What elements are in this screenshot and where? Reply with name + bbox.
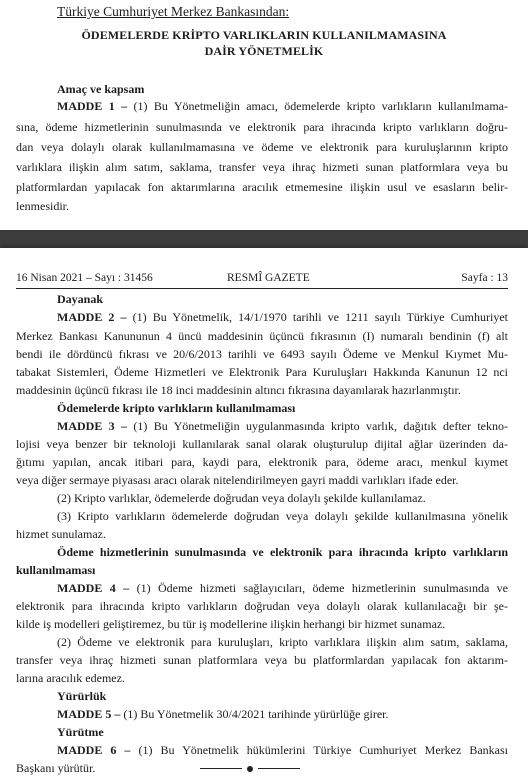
article-2-line-5: maddesinin üçüncü fıkrası ile 18 inci maddesinin altıncı fıkrasına dayanılarak hazırlanmıştır.: [16, 383, 461, 397]
article-2-line-3: bendi ile dördüncü fıkrası ve 20/6/2013 tarihli ve 6493 sayılı Ödeme ve Menkul Kıymet Mu-: [16, 347, 508, 361]
regulation-title-line-2: DAİR YÖNETMELİK: [204, 44, 324, 58]
section-heading-article-3: Ödemelerde kripto varlıkların kullanılmaması: [57, 401, 296, 415]
article-5-line: MADDE 5 – (1) Bu Yönetmelik 30/4/2021 tarihinde yürürlüğe girer.: [57, 707, 389, 721]
regulation-title-line-1: ÖDEMELERDE KRİPTO VARLIKLARIN KULLANILMAMASINA: [81, 28, 447, 42]
header-rule: [16, 288, 508, 289]
article-4-line-1: MADDE 4 – (1) Ödeme hizmeti sağlayıcıları, ödeme hizmetlerinin sunulmasında ve: [57, 581, 509, 595]
article-1-line-3: dan veya dolaylı olarak kullanılmamasına ve ödeme ve elektronik para kuruluşlarının kripto: [16, 140, 508, 154]
article-6-line-2: Başkanı yürütür.: [16, 761, 96, 775]
end-of-text-ornament: [200, 763, 300, 775]
header-page-number: Sayfa : 13: [461, 272, 508, 284]
article-1-line-6: lenmesidir.: [16, 199, 69, 213]
section-heading-article-4-line-2: kullanılmaması: [16, 563, 96, 577]
article-1-label: MADDE 1 –: [57, 99, 128, 113]
article-2-line-4: tabakat Sistemleri, Ödeme Hizmetleri ve Elektronik Para Kuruluşları Hakkında Kanunun 12 nci: [16, 365, 508, 379]
issuer-line: Türkiye Cumhuriyet Merkez Bankasından:: [57, 4, 290, 19]
article-3-line-4: veya diğer sermaye piyasası aracı olarak nitelendirilmeyen gayri maddi varlıkları ifade eder.: [16, 473, 459, 487]
page-header: [16, 272, 508, 286]
article-2-line-1: MADDE 2 – (1) Bu Yönetmelik, 14/1/1970 tarihli ve 1211 sayılı Türkiye Cumhuriyet: [57, 310, 509, 324]
header-gazette-name: RESMÎ GAZETE: [227, 272, 310, 284]
section-heading-basis: Dayanak: [57, 292, 104, 306]
article-4-label: MADDE 4 –: [57, 581, 130, 595]
article-6-label: MADDE 6 –: [57, 743, 131, 757]
article-4-paragraph-2-line-3: larına aracılık edemez.: [16, 671, 125, 685]
article-3-line-1: MADDE 3 – (1) Bu Yönetmeliğin uygulanmasında kripto varlık, dağıtık defter tekno-: [57, 419, 508, 433]
article-4-line-3: kilde iş modelleri geliştiremez, bu tür iş modellerine ilişkin herhangi bir hizmet sunamaz.: [16, 617, 446, 631]
article-2-line-2: Merkez Bankası Kanununun 4 üncü maddesinin üçüncü fıkrasının (I) numaralı bendinin (f) alt: [16, 329, 508, 343]
article-1-line-5: platformlardan yapılacak fon aktarımlarına aracılık etmemesine ilişkin usul ve esasların belir-: [16, 180, 508, 194]
article-1-line-2: sına, ödeme hizmetlerinin sunulmasında ve elektronik para ihracında kripto varlıkların doğru-: [16, 120, 508, 134]
page-separator: [0, 230, 528, 248]
previous-page-fragment: [0, 0, 528, 230]
article-3-paragraph-3-line-2: hizmet sunulamaz.: [16, 527, 106, 541]
article-2-label: MADDE 2 –: [57, 310, 127, 324]
article-6-line-1: MADDE 6 – (1) Bu Yönetmelik hükümlerini Türkiye Cumhuriyet Merkez Bankası: [57, 743, 509, 757]
section-heading-effect: Yürürlük: [57, 689, 107, 703]
article-3-label: MADDE 3 –: [57, 419, 128, 433]
article-1-line-4: varlıklara ilişkin alım satım, saklama, transfer veya ihraç hizmeti sunan platformlara veya bu: [16, 160, 508, 174]
article-5-label: MADDE 5 –: [57, 707, 121, 721]
article-4-line-2: elektronik para ihracında kripto varlıkların doğrudan veya dolaylı olarak kullanılacağı bir şe-: [16, 599, 508, 613]
article-3-paragraph-3-line-1: (3) Kripto varlıkların ödemelerde doğrudan veya dolaylı şekilde kullanılmasına yönelik: [57, 509, 508, 523]
article-3-paragraph-2: (2) Kripto varlıklar, ödemelerde doğrudan veya dolaylı şekilde kullanılamaz.: [57, 491, 426, 505]
ornament-dot: [247, 766, 253, 772]
header-date-issue: 16 Nisan 2021 – Sayı : 31456: [16, 272, 153, 284]
section-heading-article-4-line-1: Ödeme hizmetlerinin sunulmasında ve elektronik para ihracında kripto varlıkların: [57, 545, 508, 559]
article-3-line-2: lojisi veya benzer bir teknoloji kullanılarak sanal olarak oluşturulup dijital ağlar üzerinden da-: [16, 437, 508, 451]
article-3-line-3: ğıtımı yapılan, ancak itibari para, kaydi para, elektronik para, ödeme aracı, menkul kıymet: [16, 455, 508, 469]
section-heading-execution: Yürütme: [57, 725, 104, 739]
article-1-line-1: MADDE 1 – (1) Bu Yönetmeliğin amacı, ödemelerde kripto varlıkların kullanılmama-: [57, 99, 508, 113]
article-4-paragraph-2-line-2: transfer veya ihraç hizmeti sunan platformlara veya bu platformlardan yapılacak fon aktarım-: [16, 653, 508, 667]
article-4-paragraph-2-line-1: (2) Ödeme ve elektronik para kuruluşları, kripto varlıklara ilişkin alım satım, saklama,: [57, 635, 508, 649]
section-heading-purpose: Amaç ve kapsam: [57, 82, 145, 96]
